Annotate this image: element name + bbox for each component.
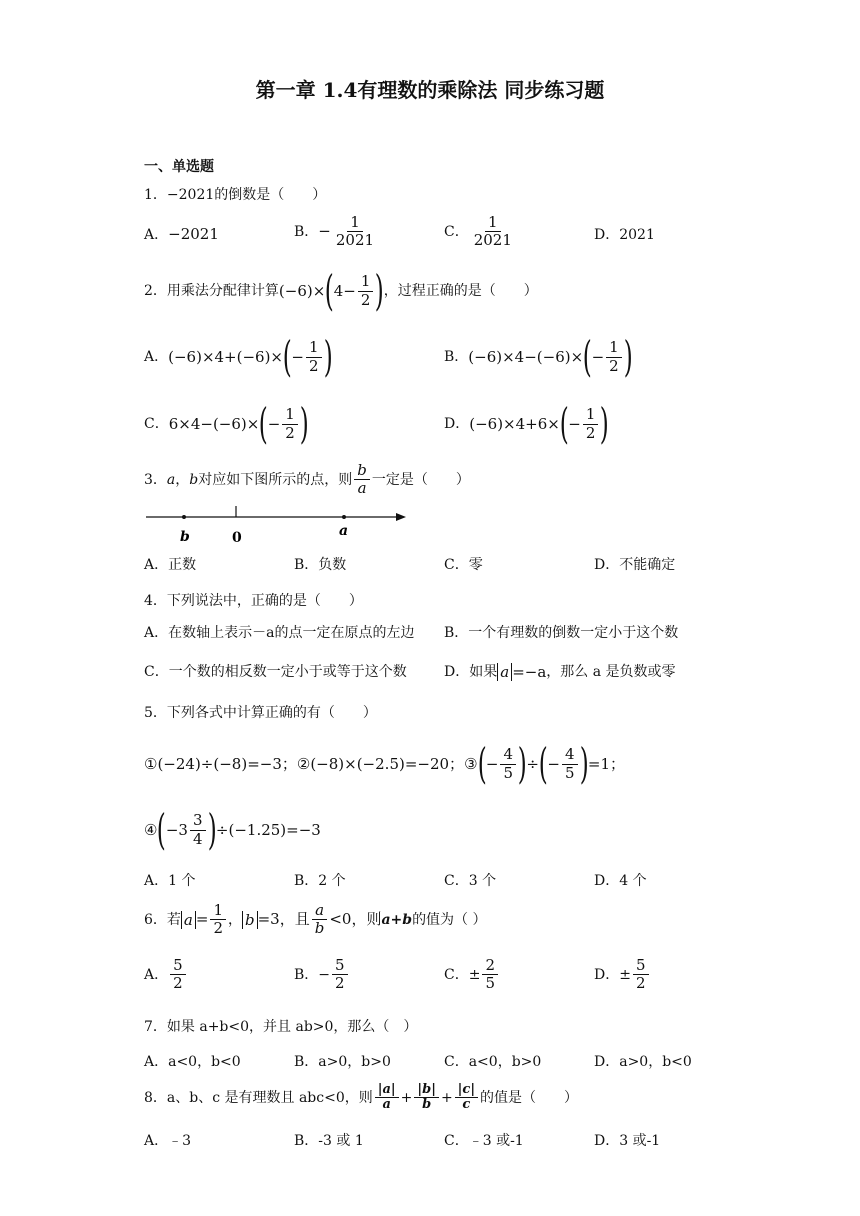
q2-option-c: C． 6×4−(−6)× ( − $\frac{1}{2}$ ) bbox=[144, 399, 309, 448]
q2-option-d: D． (−6)×4+6× ( − $\frac{1}{2}$ ) bbox=[444, 399, 610, 448]
question-2-stem: 2．用乘法分配律计算 (−6)× ( 4− $\frac{1}{2}$ ) ，过程正确的是（ ） bbox=[144, 266, 538, 315]
question-7-stem: 7．如果 a+b<0，并且 ab>0，那么（ ） bbox=[144, 1019, 418, 1035]
q1-option-b: B． − $\frac{1}{2021}$ bbox=[294, 214, 379, 250]
q7-option-b: B．a>0，b>0 bbox=[294, 1054, 391, 1070]
fraction: $\frac{|c|}{c}$ bbox=[455, 1083, 478, 1113]
fraction: $\frac{1}{2}$ bbox=[306, 339, 322, 375]
page-title: 第一章 1.4有理数的乘除法 同步练习题 bbox=[255, 78, 605, 102]
question-1-stem: 1．−2021的倒数是（ ） bbox=[144, 187, 327, 203]
q8-option-b: B．-3 或 1 bbox=[294, 1133, 364, 1149]
q8-option-c: C．﹣3 或-1 bbox=[444, 1133, 524, 1149]
q7-option-a: A．a<0，b<0 bbox=[144, 1054, 241, 1070]
q1-option-d: D．2021 bbox=[594, 227, 655, 243]
fraction: $\frac{|b|}{b}$ bbox=[414, 1083, 439, 1113]
fraction: $\frac{4}{5}$ bbox=[500, 746, 516, 782]
fraction: $\frac{b}{a}$ bbox=[354, 462, 370, 498]
label-b: b bbox=[180, 529, 190, 545]
q4-option-a: A．在数轴上表示－a的点一定在原点的左边 bbox=[144, 625, 415, 641]
q5-option-b: B．2 个 bbox=[294, 873, 346, 889]
point-a bbox=[342, 515, 346, 519]
arrow-icon bbox=[396, 513, 406, 521]
q5-expressions-line1: ①(−24)÷(−8)=−3； ②(−8)×(−2.5)=−20； ③ ( − $\frac{4}{5}$ ) ÷ ( − $\frac{4}{5}$ ) =1； bbox=[144, 739, 626, 788]
q6-option-b: B．− $\frac{5}{2}$ bbox=[294, 957, 350, 993]
fraction: $\frac{5}{2}$ bbox=[633, 957, 649, 993]
fraction: $\frac{2}{5}$ bbox=[482, 957, 498, 993]
q5-option-c: C．3 个 bbox=[444, 873, 497, 889]
question-3-stem: 3． a ， b 对应如下图所示的点，则 $\frac{b}{a}$ 一定是（ ） bbox=[144, 461, 470, 498]
q3-option-a: A．正数 bbox=[144, 557, 197, 573]
question-4-stem: 4．下列说法中，正确的是（ ） bbox=[144, 593, 363, 609]
q7-option-c: C．a<0，b>0 bbox=[444, 1054, 542, 1070]
fraction: $\frac{4}{5}$ bbox=[562, 746, 578, 782]
section-heading: 一、单选题 bbox=[144, 159, 214, 175]
fraction: $\frac{3}{4}$ bbox=[190, 812, 206, 848]
question-6-stem: 6．若 a = $\frac{1}{2}$ ， b =3，且 $\frac{a}{b}$ <0，则 a+b 的值为（ ） bbox=[144, 901, 487, 938]
question-8-stem: 8．a、b、c 是有理数且 abc<0，则 $\frac{|a|}{a}$ + $\frac{|b|}{b}$ + $\frac{|c|}{c}$ 的值是（ ） bbox=[144, 1082, 579, 1113]
fraction: $\frac{1}{2}$ bbox=[358, 273, 374, 309]
q5-expressions-line2: ④ ( −3 $\frac{3}{4}$ ) ÷(−1.25)=−3 bbox=[144, 805, 321, 854]
q4-option-c: C．一个数的相反数一定小于或等于这个数 bbox=[144, 664, 407, 680]
fraction: $\frac{|a|}{a}$ bbox=[375, 1083, 399, 1113]
fraction: $\frac{1}{2}$ bbox=[282, 406, 298, 442]
label-a: a bbox=[339, 523, 349, 539]
fraction: $\frac{1}{2021}$ bbox=[473, 213, 512, 250]
q3-option-b: B．负数 bbox=[294, 557, 347, 573]
q2-option-a: A． (−6)×4+(−6)× ( − $\frac{1}{2}$ ) bbox=[144, 332, 333, 381]
q1-option-c: C． $\frac{1}{2021}$ bbox=[444, 214, 517, 250]
q8-option-d: D．3 或-1 bbox=[594, 1133, 661, 1149]
q7-option-d: D．a>0，b<0 bbox=[594, 1054, 692, 1070]
q6-option-a: A． $\frac{5}{2}$ bbox=[144, 957, 188, 993]
q4-option-d: D．如果 a =−a ，那么 a 是负数或零 bbox=[444, 662, 676, 681]
q8-option-a: A．﹣3 bbox=[144, 1133, 192, 1149]
question-5-stem: 5．下列各式中计算正确的有（ ） bbox=[144, 705, 377, 721]
fraction: $\frac{5}{2}$ bbox=[332, 957, 348, 993]
fraction: $\frac{5}{2}$ bbox=[170, 957, 186, 993]
q2-option-b: B． (−6)×4−(−6)× ( − $\frac{1}{2}$ ) bbox=[444, 332, 633, 381]
q6-option-c: C．± $\frac{2}{5}$ bbox=[444, 957, 500, 993]
fraction: $\frac{1}{2}$ bbox=[583, 406, 599, 442]
point-b bbox=[182, 515, 186, 519]
q3-option-c: C．零 bbox=[444, 557, 483, 573]
fraction: $\frac{a}{b}$ bbox=[312, 902, 328, 938]
q5-option-d: D．4 个 bbox=[594, 873, 647, 889]
q5-option-a: A．1 个 bbox=[144, 873, 196, 889]
fraction: $\frac{1}{2}$ bbox=[606, 339, 622, 375]
label-0: 0 bbox=[232, 530, 242, 546]
q1-option-a: A．−2021 bbox=[144, 225, 219, 243]
q4-option-b: B．一个有理数的倒数一定小于这个数 bbox=[444, 625, 679, 641]
fraction: $\frac{1}{2021}$ bbox=[335, 213, 375, 250]
number-line-diagram bbox=[144, 504, 414, 548]
q6-option-d: D．± $\frac{5}{2}$ bbox=[594, 957, 651, 993]
q3-option-d: D．不能确定 bbox=[594, 557, 676, 573]
fraction: $\frac{1}{2}$ bbox=[210, 902, 226, 938]
